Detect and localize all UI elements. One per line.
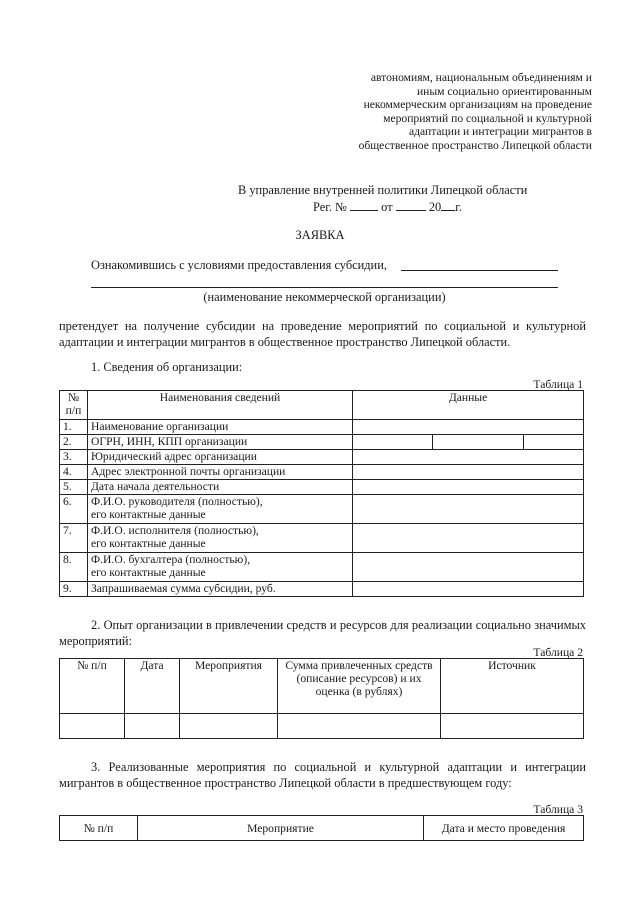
table-row xyxy=(60,420,584,435)
row-label: Адрес электронной почты организации xyxy=(88,465,353,480)
empty-cell[interactable] xyxy=(441,714,584,739)
document-title: ЗАЯВКА xyxy=(295,228,345,242)
row-number: 8. xyxy=(60,553,88,582)
addressee-line: В управление внутренней политики Липецкой области xyxy=(238,183,528,197)
empty-cell[interactable] xyxy=(60,714,125,739)
row-value[interactable] xyxy=(353,480,584,495)
reg-from: от xyxy=(381,200,393,214)
table-row xyxy=(60,524,584,553)
empty-cell[interactable] xyxy=(180,714,278,739)
row-label: Юридический адрес организации xyxy=(88,450,353,465)
table-row xyxy=(60,450,584,465)
row-label: Дата начала деятельности xyxy=(88,480,353,495)
row-label xyxy=(88,495,353,524)
table3-label: Таблица 3 xyxy=(533,803,583,816)
header-cell-source: Источник xyxy=(441,659,584,714)
header-right-block xyxy=(302,71,592,152)
header-line: мероприятий по социальной и культурной xyxy=(383,111,592,125)
reg-year-prefix: 20 xyxy=(428,200,442,214)
events-table xyxy=(59,815,584,841)
row-value[interactable] xyxy=(353,465,584,480)
table-row xyxy=(60,480,584,495)
org-name-blank-1[interactable] xyxy=(401,270,558,271)
section1-title: 1. Сведения об организации: xyxy=(91,360,243,374)
row-label-line1: Ф.И.О. бухгалтера (полностью), xyxy=(91,553,251,566)
header-cell-date: Дата xyxy=(125,659,180,714)
row-label-line1: Ф.И.О. исполнителя (полностью), xyxy=(91,524,259,537)
row-value[interactable] xyxy=(353,420,584,435)
header-cell-event: Мероприятие xyxy=(138,816,424,841)
row-value[interactable] xyxy=(353,495,584,524)
table-row xyxy=(60,435,584,450)
organization-info-table xyxy=(59,390,584,597)
row-label-line1: Ф.И.О. руководителя (полностью), xyxy=(91,495,263,508)
header-cell-name: Наименования сведений xyxy=(88,391,353,420)
org-name-caption: (наименование некоммерческой организации) xyxy=(203,290,446,304)
reg-number-blank[interactable] xyxy=(350,210,378,211)
header-line: автономиям, национальным объединениям и xyxy=(370,71,592,84)
inn-value[interactable] xyxy=(433,435,524,450)
table-header-row xyxy=(60,816,584,841)
reg-year-suffix: г. xyxy=(455,200,462,214)
row-number: 6. xyxy=(60,495,88,524)
row-label-line2: его контактные данные xyxy=(91,566,206,579)
reg-date-blank[interactable] xyxy=(396,210,426,211)
row-label xyxy=(88,553,353,582)
table-row xyxy=(60,465,584,480)
table1-label: Таблица 1 xyxy=(533,378,583,391)
header-line: иным социально ориентированным xyxy=(416,84,592,98)
row-number: 1. xyxy=(60,420,88,435)
table-row xyxy=(60,553,584,582)
org-name-blank-2[interactable] xyxy=(91,287,558,288)
empty-cell[interactable] xyxy=(125,714,180,739)
row-label-line2: его контактные данные xyxy=(91,537,206,550)
intro-text: Ознакомившись с условиями предоставления субсидии, xyxy=(91,258,387,272)
section3-title: 3. Реализованные мероприятия по социальной и культурной адаптации и интеграции мигрантов в общественное пространство Липецкой области в предшествующем году: xyxy=(59,760,586,790)
header-cell-num: № п/п xyxy=(60,391,88,420)
registration-line xyxy=(313,200,513,215)
row-number: 9. xyxy=(60,582,88,597)
row-value[interactable] xyxy=(353,553,584,582)
row-number: 4. xyxy=(60,465,88,480)
table-row xyxy=(60,582,584,597)
header-line: адаптации и интеграции мигрантов в xyxy=(408,125,592,138)
row-number: 7. xyxy=(60,524,88,553)
row-label: ОГРН, ИНН, КПП организации xyxy=(88,435,353,450)
row-value[interactable] xyxy=(353,582,584,597)
row-label-line2: его контактные данные xyxy=(91,508,206,521)
experience-table xyxy=(59,658,584,739)
row-value[interactable] xyxy=(353,450,584,465)
reg-year-blank[interactable] xyxy=(441,210,455,211)
row-number: 2. xyxy=(60,435,88,450)
table-header-row xyxy=(60,391,584,420)
row-label: Наименование организации xyxy=(88,420,353,435)
row-number: 3. xyxy=(60,450,88,465)
empty-cell[interactable] xyxy=(278,714,441,739)
row-value[interactable] xyxy=(353,524,584,553)
section2-title: 2. Опыт организации в привлечении средств и ресурсов для реализации социально значимых мероприятий: xyxy=(59,618,586,648)
row-number: 5. xyxy=(60,480,88,495)
header-cell-num: № п/п xyxy=(60,816,138,841)
header-cell-amount: Сумма привлеченных средств (описание ресурсов) и их оценка (в рублях) xyxy=(278,659,441,714)
intro-body: претендует на получение субсидии на проведение мероприятий по социальной и культурной адаптации и интеграции мигрантов в общественное пространство Липецкой области. xyxy=(59,319,586,349)
header-line: общественное пространство Липецкой области xyxy=(358,138,592,152)
header-line: некоммерческим организациям на проведение xyxy=(363,98,592,111)
table-header-row xyxy=(60,659,584,714)
reg-prefix: Рег. № xyxy=(313,200,347,214)
table2-label: Таблица 2 xyxy=(533,646,583,659)
table-row xyxy=(60,495,584,524)
header-cell-num: № п/п xyxy=(60,659,125,714)
kpp-value[interactable] xyxy=(524,435,584,450)
row-label xyxy=(88,524,353,553)
table-row xyxy=(60,714,584,739)
header-cell-data: Данные xyxy=(353,391,584,420)
header-cell-events: Мероприятия xyxy=(180,659,278,714)
header-cell-date-place: Дата и место проведения xyxy=(424,816,584,841)
ogrn-value[interactable] xyxy=(353,435,433,450)
row-label: Запрашиваемая сумма субсидии, руб. xyxy=(88,582,353,597)
